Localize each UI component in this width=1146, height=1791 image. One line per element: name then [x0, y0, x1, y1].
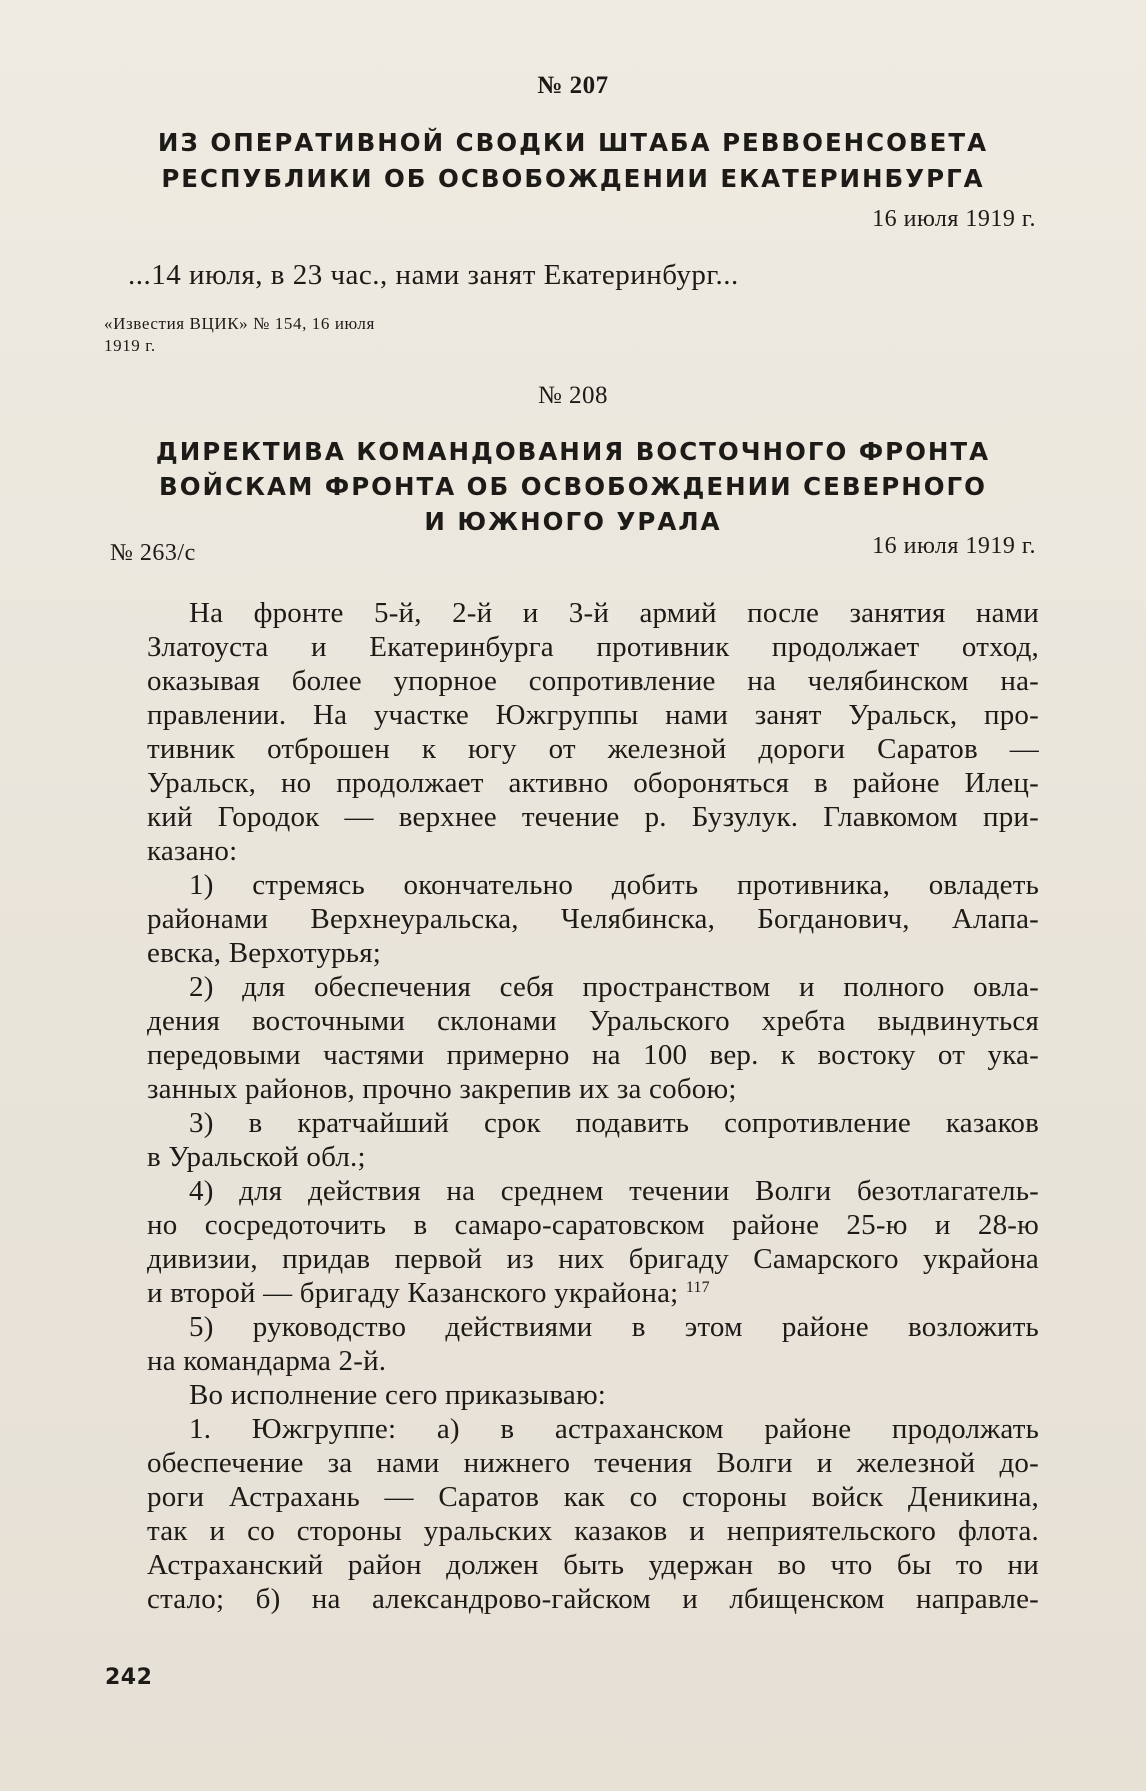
body-line: на командарма 2-й. [147, 1345, 387, 1377]
body-line: обеспечение за нами нижнего течения Волги и железной до- [147, 1447, 1039, 1479]
body-line: 2) для обеспечения себя пространством и полного овла- [189, 971, 1039, 1003]
doc207-number: № 207 [537, 72, 609, 99]
body-line: так и со стороны уральских казаков и неприятельского флота. [147, 1515, 1039, 1547]
body-line: На фронте 5-й, 2-й и 3-й армий после занятия нами [189, 597, 1039, 629]
body-line-text: и второй — бригаду Казанского украйона; [147, 1277, 679, 1309]
doc208-title-line1: ДИРЕКТИВА КОМАНДОВАНИЯ ВОСТОЧНОГО ФРОНТА [155, 437, 991, 466]
body-line: стало; б) на александрово-гайском и лбищенском направле- [147, 1583, 1039, 1615]
body-line: Златоуста и Екатеринбурга противник продолжает отход, [147, 631, 1039, 663]
page-number: 242 [105, 1665, 153, 1690]
footnote-ref: 117 [685, 1279, 710, 1296]
body-line: 4) для действия на среднем течении Волги безотлагатель- [189, 1175, 1039, 1207]
body-line: Астраханский район должен быть удержан во что бы то ни [147, 1549, 1039, 1581]
body-line: передовыми частями примерно на 100 вер. к востоку от ука- [147, 1039, 1039, 1071]
doc207-text: ...14 июля, в 23 час., нами занят Екатеринбург... [128, 259, 739, 291]
body-line: в Уральской обл.; [147, 1141, 366, 1173]
doc207-title-line2: РЕСПУБЛИКИ ОБ ОСВОБОЖДЕНИИ ЕКАТЕРИНБУРГА [161, 164, 985, 193]
body-line: казано: [147, 835, 238, 867]
doc207-date: 16 июля 1919 г. [872, 206, 1036, 232]
body-line-with-footnote [147, 1277, 1039, 1310]
doc208-title-line3: И ЮЖНОГО УРАЛА [424, 507, 722, 536]
body-line: дения восточными склонами Уральского хребта выдвинуться [147, 1005, 1039, 1037]
doc208-number: № 208 [537, 382, 609, 409]
body-line: евска, Верхотурья; [147, 937, 382, 969]
body-line: 3) в кратчайший срок подавить сопротивление казаков [189, 1107, 1039, 1139]
body-line: правлении. На участке Южгруппы нами занят Уральск, про- [147, 699, 1039, 731]
body-line: занных районов, прочно закрепив их за собою; [147, 1073, 737, 1105]
doc207-source-line1: «Известия ВЦИК» № 154, 16 июля [104, 314, 375, 333]
body-line: кий Городок — верхнее течение р. Бузулук. Главкомом при- [147, 801, 1039, 833]
body-line: тивник отброшен к югу от железной дороги Саратов — [147, 733, 1039, 765]
doc207-title-line1: ИЗ ОПЕРАТИВНОЙ СВОДКИ ШТАБА РЕВВОЕНСОВЕТА [157, 128, 989, 157]
body-line: дивизии, придав первой из них бригаду Самарского украйона [147, 1243, 1039, 1275]
body-line: но сосредоточить в самаро-саратовском районе 25-ю и 28-ю [147, 1209, 1039, 1241]
body-line: 5) руководство действиями в этом районе возложить [189, 1311, 1039, 1343]
body-line: оказывая более упорное сопротивление на челябинском на- [147, 665, 1039, 697]
body-line: роги Астрахань — Саратов как со стороны войск Деникина, [147, 1481, 1039, 1513]
body-line: Уральск, но продолжает активно обороняться в районе Илец- [147, 767, 1039, 799]
body-line: районами Верхнеуральска, Челябинска, Богданович, Алапа- [147, 903, 1039, 935]
doc208-ref: № 263/с [110, 540, 196, 566]
body-line: 1. Южгруппе: а) в астраханском районе продолжать [189, 1413, 1039, 1445]
doc208-date: 16 июля 1919 г. [872, 533, 1036, 559]
body-line: Во исполнение сего приказываю: [189, 1379, 607, 1411]
body-line: 1) стремясь окончательно добить противника, овладеть [189, 869, 1039, 901]
doc207-source-line2: 1919 г. [104, 336, 156, 355]
doc208-title-line2: ВОЙСКАМ ФРОНТА ОБ ОСВОБОЖДЕНИИ СЕВЕРНОГО [159, 472, 987, 501]
